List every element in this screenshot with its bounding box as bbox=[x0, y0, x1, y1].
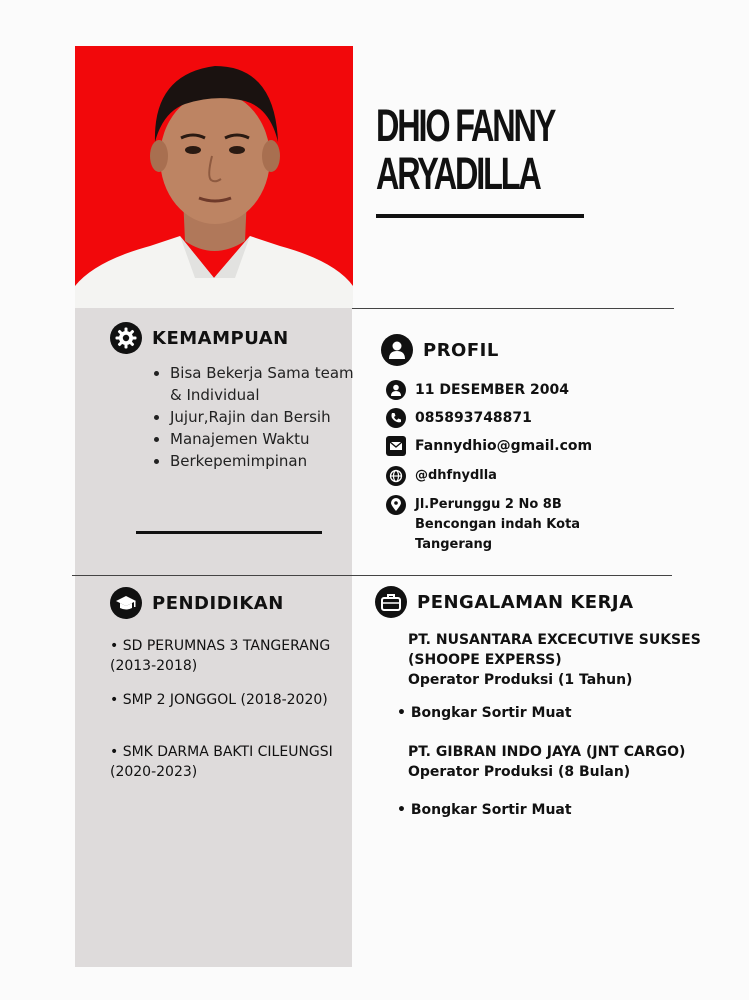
address-block bbox=[415, 495, 580, 555]
email-row bbox=[386, 436, 592, 456]
graduation-cap-icon bbox=[110, 587, 142, 619]
skills-header bbox=[110, 322, 289, 354]
social-row bbox=[386, 466, 497, 486]
job-task: • Bongkar Sortir Muat bbox=[397, 802, 572, 818]
gear-icon bbox=[110, 322, 142, 354]
education-title: PENDIDIKAN bbox=[152, 592, 284, 614]
divider-top-right bbox=[352, 308, 674, 309]
location-pin-icon bbox=[386, 495, 406, 515]
divider-middle bbox=[72, 575, 672, 576]
skills-underline bbox=[136, 531, 322, 534]
phone-number: 085893748871 bbox=[415, 410, 532, 426]
education-item: • SD PERUMNAS 3 TANGERANG (2013-2018) bbox=[110, 638, 331, 674]
birthdate-row bbox=[386, 380, 569, 400]
experience-title: PENGALAMAN KERJA bbox=[417, 591, 634, 613]
list-item: • Manajemen Waktu bbox=[170, 428, 360, 450]
job-company: PT. NUSANTARA EXCECUTIVE SUKSES bbox=[408, 632, 701, 648]
job-company: PT. GIBRAN INDO JAYA (JNT CARGO) bbox=[408, 744, 686, 760]
name-underline bbox=[376, 214, 584, 218]
name-line-1: DHIO FANNY bbox=[376, 100, 555, 151]
person-name bbox=[376, 100, 555, 199]
user-icon bbox=[386, 380, 406, 400]
address-line: Tangerang bbox=[415, 537, 493, 552]
phone-row bbox=[386, 408, 532, 428]
list-item: • Jujur,Rajin dan Bersih bbox=[170, 406, 360, 428]
user-icon bbox=[381, 334, 413, 366]
education-header bbox=[110, 587, 284, 619]
list-item: • Berkepemimpinan bbox=[170, 450, 360, 472]
address-line: Bencongan indah Kota bbox=[415, 517, 581, 532]
profile-title: PROFIL bbox=[423, 339, 499, 361]
job-task: • Bongkar Sortir Muat bbox=[397, 705, 572, 721]
portrait-image bbox=[75, 46, 353, 308]
briefcase-icon bbox=[375, 586, 407, 618]
job-role: Operator Produksi (1 Tahun) bbox=[408, 672, 633, 688]
job-role: Operator Produksi (8 Bulan) bbox=[408, 764, 631, 780]
skills-title: KEMAMPUAN bbox=[152, 327, 289, 349]
name-line-2: ARYADILLA bbox=[376, 148, 540, 199]
globe-icon bbox=[386, 466, 406, 486]
mail-icon bbox=[386, 436, 406, 456]
birth-date: 11 DESEMBER 2004 bbox=[415, 382, 569, 398]
skills-list bbox=[148, 362, 360, 472]
education-item: • SMK DARMA BAKTI CILEUNGSI (2020-2023) bbox=[110, 744, 333, 780]
list-item: • Bisa Bekerja Sama team & Individual bbox=[170, 362, 360, 406]
social-handle: @dhfnydlla bbox=[415, 468, 497, 483]
experience-header bbox=[375, 586, 634, 618]
email-address: Fannydhio@gmail.com bbox=[415, 438, 593, 454]
education-item: • SMP 2 JONGGOL (2018-2020) bbox=[110, 692, 328, 708]
phone-icon bbox=[386, 408, 406, 428]
profile-photo bbox=[75, 46, 353, 308]
address-line: Jl.Perunggu 2 No 8B bbox=[415, 497, 562, 512]
profile-header bbox=[381, 334, 499, 366]
address-row bbox=[386, 495, 580, 555]
job-company-sub: (SHOOPE EXPERSS) bbox=[408, 652, 562, 668]
